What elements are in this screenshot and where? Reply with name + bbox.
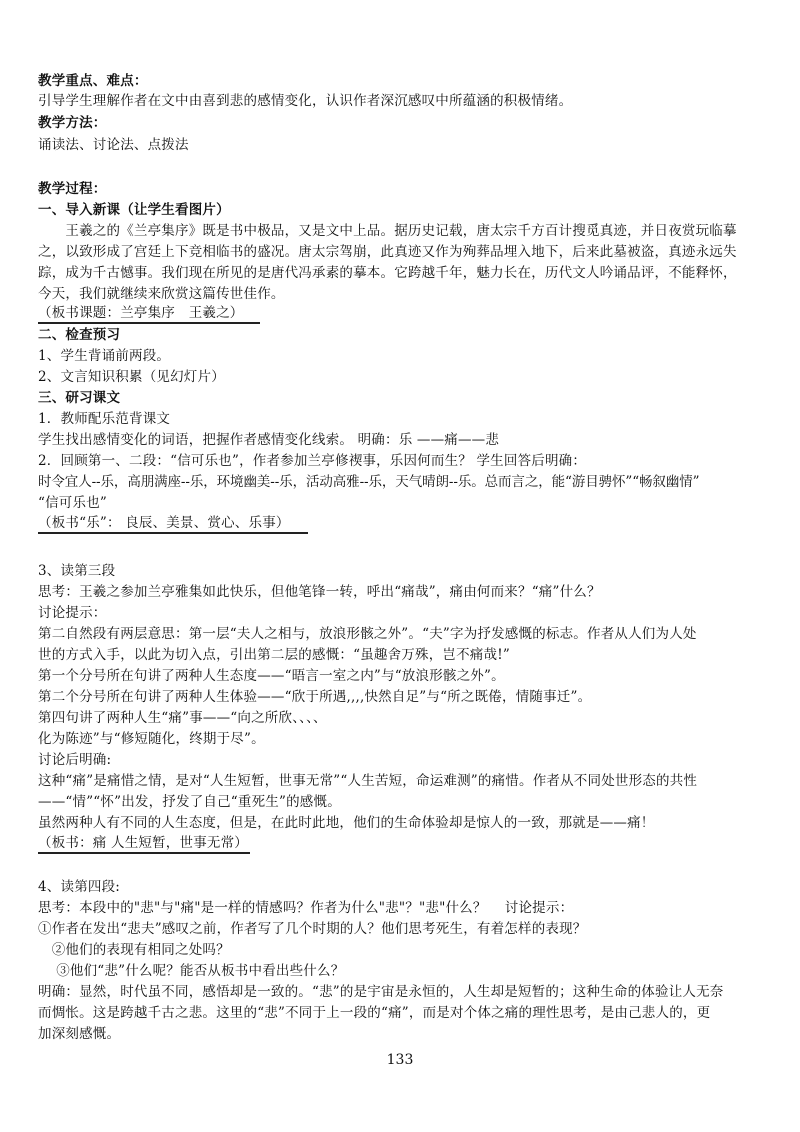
board-note-title: （板书课题：兰亭集序 王羲之） xyxy=(38,304,260,324)
question-item: ①作者在发出“悲夫”感叹之前，作者写了几个时期的人？他们思考死生，有着怎样的表现？ xyxy=(38,921,587,937)
heading-key-points: 教学重点、难点： xyxy=(38,73,148,89)
list-item: 2、文言知识积累（见幻灯片） xyxy=(38,369,225,385)
paragraph-line: 诵读法、讨论法、点拨法 xyxy=(38,137,189,153)
subsection-heading: 3、读第三段 xyxy=(38,563,116,579)
heading-teaching-process: 教学过程： xyxy=(38,181,107,197)
paragraph-line: 讨论提示： xyxy=(38,605,107,621)
paragraph-line: 今天，我们就继续来欣赏这篇传世佳作。 xyxy=(38,286,285,302)
paragraph-line: 第二自然段有两层意思：第一层“夫人之相与，放浪形骸之外”。“夫”字为抒发感慨的标志。作者从人们为人处 xyxy=(38,626,697,642)
paragraph-line: 第二个分号所在句讲了两种人生体验——“欣于所遇,,,,快然自足”与“所之既倦，情随事迁”。 xyxy=(38,689,592,705)
paragraph-line: 时令宜人--乐，高朋满座--乐，环境幽美--乐，活动高雅--乐，天气晴朗--乐。总而言之，能“游目骋怀”“畅叙幽情” xyxy=(38,474,700,490)
paragraph-line: 2．回顾第一、二段：“信可乐也”，作者参加兰亭修禊事，乐因何而生？ 学生回答后明确： xyxy=(38,453,587,469)
paragraph-line: 化为陈迹”与“修短随化，终期于尽”。 xyxy=(38,731,265,747)
paragraph-line: ——“情”“怀”出发，抒发了自己“重死生”的感慨。 xyxy=(38,794,341,810)
section-heading-3: 三、研习课文 xyxy=(38,390,121,406)
subsection-heading: 4、读第四段: xyxy=(38,879,121,895)
paragraph-line: 第四句讲了两种人生“痛”事——“向之所欣、、、、 xyxy=(38,710,327,726)
section-heading-1: 一、导入新课（让学生看图片） xyxy=(38,202,230,218)
question-item: ②他们的表现有相同之处吗？ xyxy=(38,942,230,958)
paragraph-line: 踪，成为千古憾事。我们现在所见的是唐代冯承素的摹本。它跨越千年，魅力长在，历代文人吟诵品评，不能释怀， xyxy=(38,265,737,281)
paragraph-line: “信可乐也” xyxy=(38,495,108,511)
paragraph-line: 之，以致形成了宫廷上下竞相临书的盛况。唐太宗驾崩，此真迹又作为殉葬品埋入地下，后来此墓被盗，真迹永远失 xyxy=(38,244,737,260)
board-note-joy: （板书“乐”： 良辰、美景、赏心、乐事） xyxy=(38,514,308,534)
paragraph-line: 明确：显然，时代虽不同，感悟却是一致的。“悲”的是宇宙是永恒的，人生却是短暂的；这种生命的体验让人无奈 xyxy=(38,984,724,1000)
section-heading-2: 二、检查预习 xyxy=(38,327,121,343)
paragraph-line: 学生找出感情变化的词语，把握作者感情变化线索。 明确：乐 ——痛——悲 xyxy=(38,432,500,448)
paragraph-line: 思考：本段中的"悲"与"痛"是一样的情感吗？作者为什么"悲"？"悲"什么？ 讨论提示： xyxy=(38,900,574,916)
paragraph-line: 讨论后明确: xyxy=(38,752,112,768)
page-number: 133 xyxy=(386,1052,414,1068)
heading-teaching-method: 教学方法： xyxy=(38,115,107,131)
board-note-pain: （板书：痛 人生短暂，世事无常） xyxy=(38,834,250,854)
paragraph-line: 虽然两种人有不同的人生态度，但是，在此时此地，他们的生命体验却是惊人的一致，那就是——痛！ xyxy=(38,815,655,831)
paragraph-line: 世的方式入手，以此为切入点，引出第二层的感慨：“虽趣舍万殊，岂不痛哉!” xyxy=(38,647,510,663)
paragraph-line: 第一个分号所在句讲了两种人生态度——“晤言一室之内”与“放浪形骸之外”。 xyxy=(38,668,505,684)
paragraph-line: 加深刻感慨。 xyxy=(38,1026,121,1042)
paragraph-line: 思考：王羲之参加兰亭雅集如此快乐，但他笔锋一转，呼出“痛哉”，痛由何而来？“痛”什么？ xyxy=(38,584,601,600)
paragraph-line: 引导学生理解作者在文中由喜到悲的感情变化，认识作者深沉感叹中所蕴涵的积极情绪。 xyxy=(38,93,573,109)
question-item: ③他们“悲”什么呢？能否从板书中看出些什么？ xyxy=(38,963,345,979)
paragraph-line: 王羲之的《兰亭集序》既是书中极品，又是文中上品。据历史记载，唐太宗千方百计搜觅真迹，并日夜赏玩临摹 xyxy=(38,223,737,239)
paragraph-line: 这种“痛”是痛惜之情，是对“人生短暂，世事无常”“人生苦短，命运难测”的痛惜。作者从不同处世形态的共性 xyxy=(38,773,698,789)
paragraph-line: 而惆怅。这是跨越千古之悲。这里的“悲”不同于上一段的“痛”，而是对个体之痛的理性思考，是由己悲人的，更 xyxy=(38,1005,711,1021)
list-item: 1．教师配乐范背课文 xyxy=(38,411,171,427)
list-item: 1、学生背诵前两段。 xyxy=(38,348,171,364)
